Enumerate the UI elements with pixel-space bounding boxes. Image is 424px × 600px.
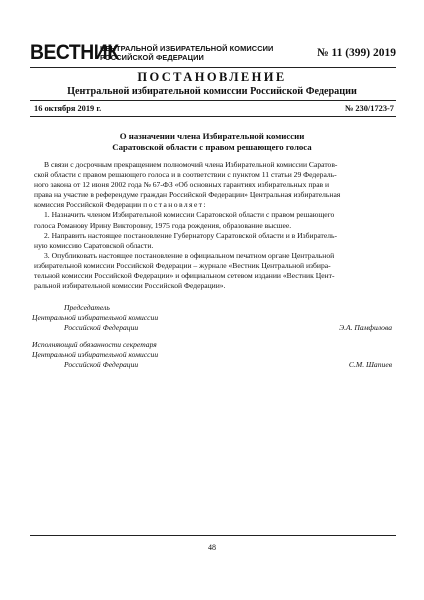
secretary-role-line: Исполняющий обязанности секретаря xyxy=(32,340,157,349)
body-paragraph-2 xyxy=(34,210,392,230)
body-line: голоса Романову Ирину Викторовну, 1975 года рождения, образование высшее. xyxy=(34,220,292,230)
resolution-word: постановляет: xyxy=(143,200,207,210)
chair-signature-block xyxy=(32,303,158,333)
body-line: ного закона от 12 июня 2002 года № 67-ФЗ «Об основных гарантиях избирательных прав и xyxy=(34,180,330,190)
body-line: В связи с досрочным прекращением полномочий члена Избирательной комиссии Саратов- xyxy=(44,160,338,169)
document-title-line-1: О назначении члена Избирательной комиссии xyxy=(119,131,305,141)
document-title xyxy=(0,131,424,153)
header-rule xyxy=(30,67,396,68)
body-line: избирательной комиссии Российской Федерации – журнале «Вестник Центральной избира- xyxy=(34,260,331,270)
body-line: права на участие в референдуме граждан Российской Федерации» Центральная избирательная xyxy=(34,190,341,200)
document-type: ПОСТАНОВЛЕНИЕ xyxy=(137,70,287,84)
body-line: тельной комиссии Российской Федерации» и официальном сетевом издании «Вестник Цент- xyxy=(34,271,335,281)
secretary-signature-block xyxy=(32,340,158,370)
secretary-role-line: Центральной избирательной комиссии xyxy=(32,350,159,359)
document-number: № 230/1723-7 xyxy=(344,104,394,113)
document-issuer: Центральной избирательной комиссии Российской Федерации xyxy=(67,86,357,97)
secretary-name: С.М. Шапиев xyxy=(348,360,392,369)
body-paragraph-1 xyxy=(34,160,392,210)
journal-brand: ВЕСТНИК xyxy=(30,41,119,64)
footer-rule xyxy=(30,535,396,536)
body-line: ральной избирательной комиссии Российской Федерации». xyxy=(34,281,226,291)
body-paragraph-3 xyxy=(34,231,392,251)
document-title-line-2: Саратовской области с правом решающего голоса xyxy=(112,142,312,152)
body-line: 1. Назначить членом Избирательной комиссии Саратовской области с правом решающего xyxy=(44,210,335,220)
masthead xyxy=(30,42,396,64)
journal-subtitle-line-1: ЦЕНТРАЛЬНОЙ ИЗБИРАТЕЛЬНОЙ КОМИССИИ xyxy=(100,44,274,53)
chair-role-line: Председатель xyxy=(64,303,110,312)
body-paragraph-4 xyxy=(34,251,392,291)
chair-name: Э.А. Памфилова xyxy=(339,323,392,332)
body-line: ную комиссию Саратовской области. xyxy=(34,240,154,250)
chair-role-line: Российской Федерации xyxy=(64,323,139,332)
body-line: 3. Опубликовать настоящее постановление в официальном печатном органе Центральной xyxy=(44,250,335,260)
journal-subtitle xyxy=(100,44,273,62)
journal-subtitle-line-2: РОССИЙСКОЙ ФЕДЕРАЦИИ xyxy=(100,53,204,62)
body-line: ской области с правом решающего голоса и в соответствии с пунктом 11 статьи 29 Федераль- xyxy=(34,170,337,180)
body-line-text: комиссия Российской Федерации xyxy=(34,200,144,210)
issue-number: № 11 (399) 2019 xyxy=(317,47,396,59)
document-body xyxy=(34,160,392,291)
issuer-rule xyxy=(30,100,396,101)
secretary-role-line: Российской Федерации xyxy=(64,360,139,369)
body-line xyxy=(34,200,392,210)
chair-role-line: Центральной избирательной комиссии xyxy=(32,313,159,322)
page-number: 48 xyxy=(208,543,216,552)
document-date: 16 октября 2019 г. xyxy=(34,104,102,113)
body-line: 2. Направить настоящее постановление Губернатору Саратовской области и в Избиратель- xyxy=(44,230,338,240)
date-rule xyxy=(30,116,396,117)
